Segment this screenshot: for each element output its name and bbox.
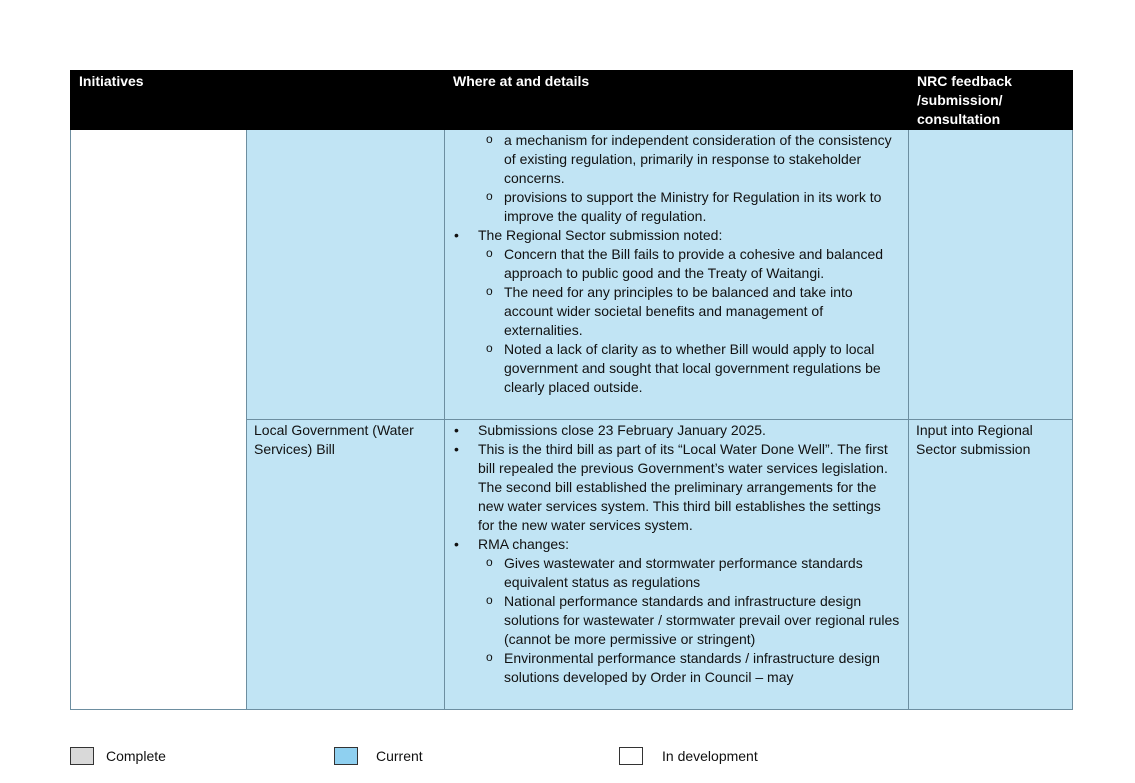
- list-item: o Environmental performance standards / infrastructure design solutions developed by Order in Council – may: [452, 649, 901, 687]
- sub-bullet-list: [476, 131, 901, 226]
- category-cell: [71, 130, 247, 710]
- legend-label-in-development: In development: [662, 748, 758, 764]
- header-where-at: Where at and details: [445, 71, 909, 130]
- details-cell: [445, 130, 909, 420]
- sub-bullet-list: [452, 245, 901, 397]
- initiative-cell: [247, 420, 445, 710]
- table-row: [71, 130, 1073, 420]
- list-item: o National performance standards and infrastructure design solutions for wastewater / stormwater prevail over regional rules (cannot be more permissive or stringent): [452, 592, 901, 649]
- table-header-row: [71, 71, 1073, 130]
- feedback-cell: [909, 420, 1073, 710]
- initiative-cell: [247, 130, 445, 420]
- feedback-cell: [909, 130, 1073, 420]
- bullet-list: [452, 226, 901, 245]
- header-nrc-feedback: NRC feedback /submission/ consultation: [909, 71, 1073, 130]
- bullet-text: The Regional Sector submission noted:: [478, 227, 723, 243]
- list-item: [452, 226, 901, 245]
- header-initiatives: Initiatives: [71, 71, 445, 130]
- details-cell: [445, 420, 909, 710]
- bullet-list: [452, 421, 901, 554]
- list-item: o provisions to support the Ministry for Regulation in its work to improve the quality of regulation.: [476, 188, 901, 226]
- list-item: • RMA changes:: [452, 535, 901, 554]
- list-item: • Submissions close 23 February January 2025.: [452, 421, 901, 440]
- legend-swatch-current: [334, 747, 358, 765]
- initiative-name: Local Government (Water Services) Bill: [254, 422, 414, 457]
- feedback-text: Input into Regional Sector submission: [916, 422, 1033, 457]
- initiatives-table: [70, 70, 1073, 710]
- list-item: o Noted a lack of clarity as to whether Bill would apply to local government and sought that local government regulations be clearly placed outside.: [452, 340, 901, 397]
- list-item: o Concern that the Bill fails to provide a cohesive and balanced approach to public good and the Treaty of Waitangi.: [452, 245, 901, 283]
- legend-label-complete: Complete: [106, 748, 166, 764]
- list-item: o Gives wastewater and stormwater performance standards equivalent status as regulations: [452, 554, 901, 592]
- legend-swatch-in-development: [619, 747, 643, 765]
- legend-label-current: Current: [376, 748, 423, 764]
- sub-bullet-list: [452, 554, 901, 687]
- list-item: o a mechanism for independent consideration of the consistency of existing regulation, primarily in response to stakeholder concerns.: [476, 131, 901, 188]
- list-item: • This is the third bill as part of its “Local Water Done Well”. The first bill repealed the previous Government’s water services legislation. The second bill established the preliminary arrangements for the new water services system. This third bill establishes the settings for the new water services system.: [452, 440, 901, 535]
- legend-swatch-complete: [70, 747, 94, 765]
- list-item: o The need for any principles to be balanced and take into account wider societal benefits and management of externalities.: [452, 283, 901, 340]
